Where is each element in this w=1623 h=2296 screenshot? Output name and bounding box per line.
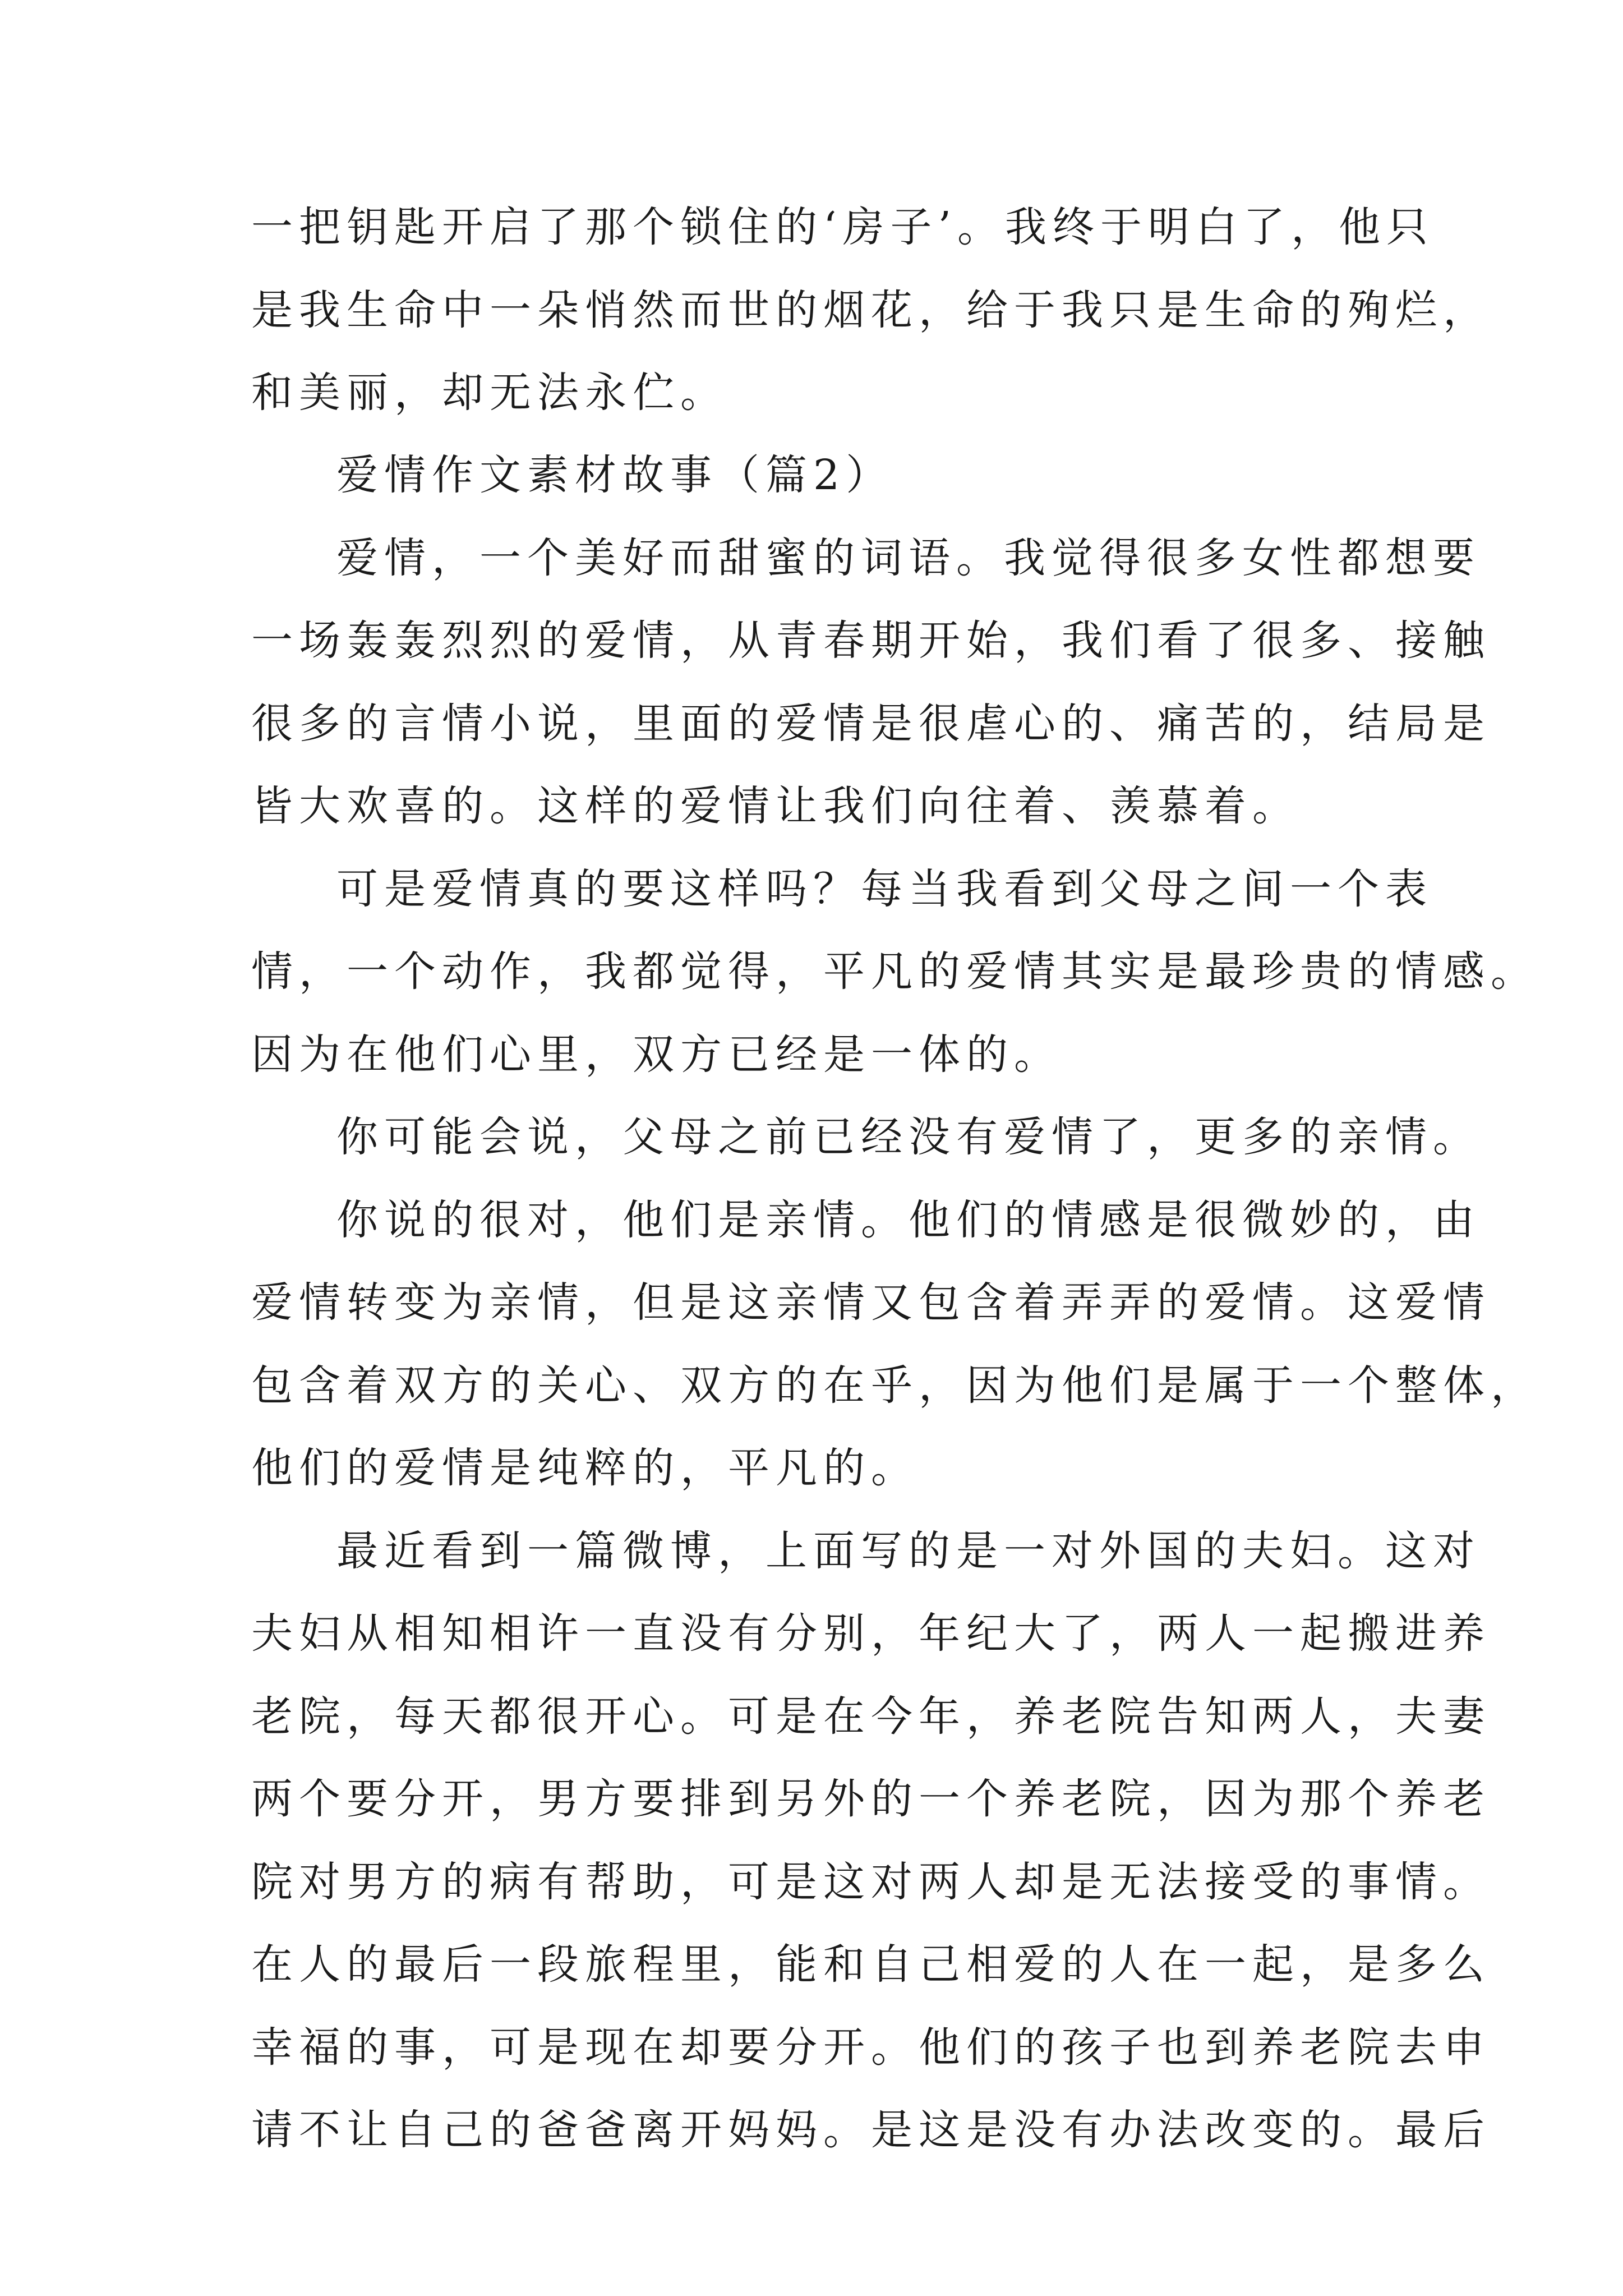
text-line: 你可能会说，父母之前已经没有爱情了，更多的亲情。 bbox=[336, 1113, 1481, 1161]
text-line: 和美丽，却无法永伫。 bbox=[251, 369, 728, 417]
text-line: 幸福的事，可是现在却要分开。他们的孩子也到养老院去申 bbox=[251, 2023, 1491, 2072]
text-line: 皆大欢喜的。这样的爱情让我们向往着、羡慕着。 bbox=[251, 782, 1300, 830]
text-line: 请不让自己的爸爸离开妈妈。是这是没有办法改变的。最后 bbox=[251, 2106, 1491, 2154]
text-line: 最近看到一篇微博，上面写的是一对外国的夫妇。这对 bbox=[336, 1527, 1481, 1575]
section-heading: 爱情作文素材故事（篇2） bbox=[336, 451, 894, 499]
text-line: 很多的言情小说，里面的爱情是很虐心的、痛苦的，结局是 bbox=[251, 700, 1491, 748]
text-line: 爱情，一个美好而甜蜜的词语。我觉得很多女性都想要 bbox=[336, 534, 1481, 582]
text-line: 爱情转变为亲情，但是这亲情又包含着弄弄的爱情。这爱情 bbox=[251, 1278, 1491, 1327]
text-line: 你说的很对，他们是亲情。他们的情感是很微妙的，由 bbox=[336, 1196, 1481, 1244]
text-line: 他们的爱情是纯粹的，平凡的。 bbox=[251, 1444, 919, 1492]
text-line: 两个要分开，男方要排到另外的一个养老院，因为那个养老 bbox=[251, 1775, 1491, 1823]
text-line: 包含着双方的关心、双方的在乎，因为他们是属于一个整体， bbox=[251, 1361, 1538, 1410]
text-line: 一场轰轰烈烈的爱情，从青春期开始，我们看了很多、接触 bbox=[251, 616, 1491, 665]
text-line: 一把钥匙开启了那个锁住的‘房子’。我终于明白了，他只 bbox=[251, 203, 1435, 251]
text-line: 是我生命中一朵悄然而世的烟花，给于我只是生命的殉烂， bbox=[251, 286, 1491, 334]
text-line: 因为在他们心里，双方已经是一体的。 bbox=[251, 1030, 1062, 1079]
text-line: 老院，每天都很开心。可是在今年，养老院告知两人，夫妻 bbox=[251, 1692, 1491, 1741]
text-line: 在人的最后一段旅程里，能和自己相爱的人在一起，是多么 bbox=[251, 1940, 1491, 1989]
text-line: 情，一个动作，我都觉得，平凡的爱情其实是最珍贵的情感。 bbox=[251, 947, 1538, 996]
text-line: 可是爱情真的要这样吗？每当我看到父母之间一个表 bbox=[336, 865, 1433, 913]
text-line: 夫妇从相知相许一直没有分别，年纪大了，两人一起搬进养 bbox=[251, 1609, 1491, 1658]
text-line: 院对男方的病有帮助，可是这对两人却是无法接受的事情。 bbox=[251, 1858, 1491, 1906]
